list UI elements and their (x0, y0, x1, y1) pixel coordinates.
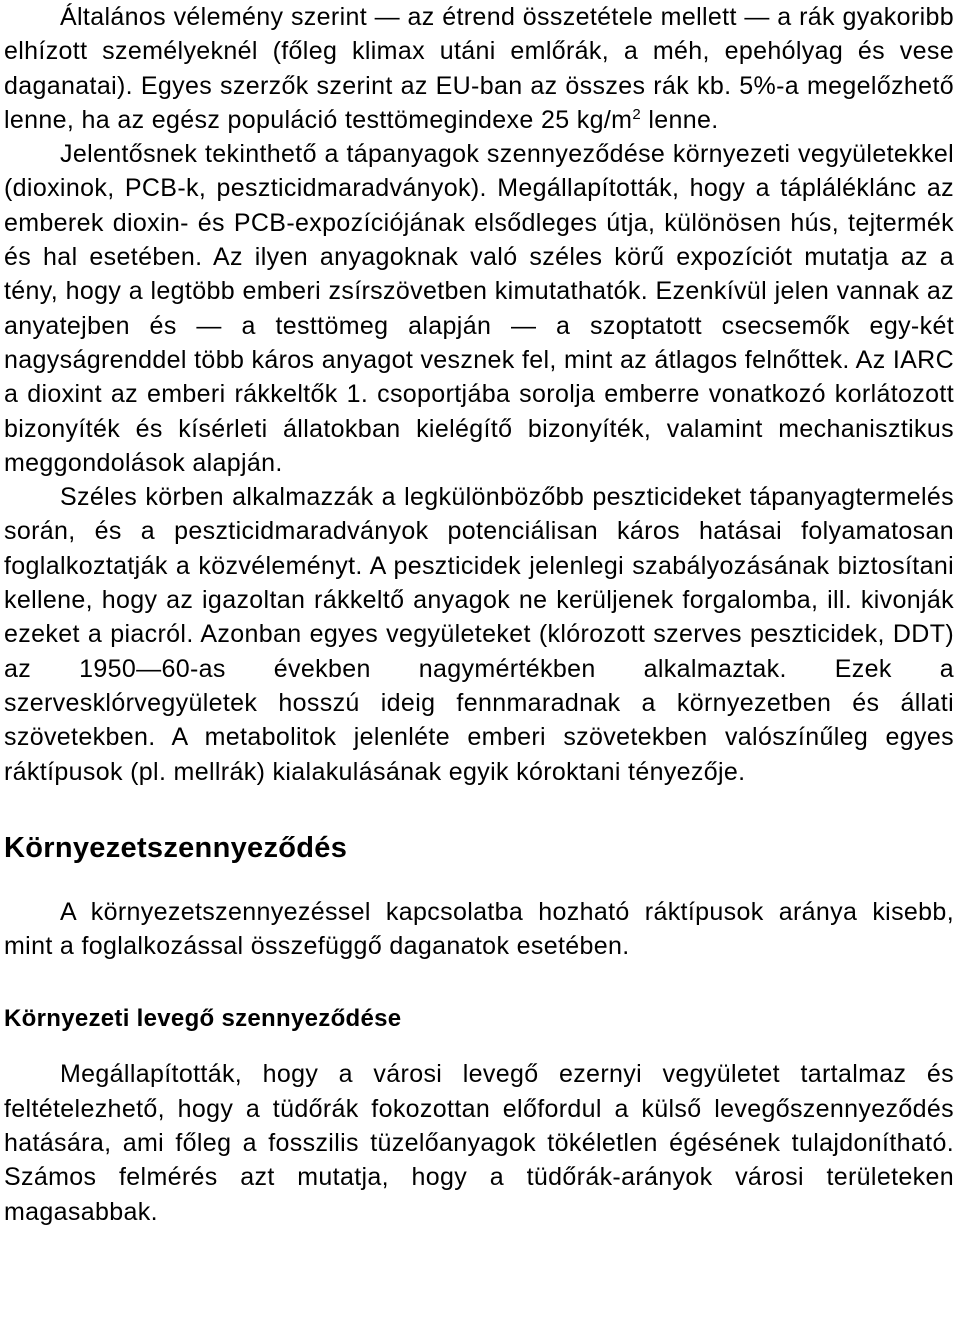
paragraph-obesity (4, 0, 954, 137)
paragraph-air-pollution: Megállapították, hogy a városi levegő ezernyi vegyületet tartalmaz és feltételezhető, hogy a tüdőrák fokozottan előfordul a külső levegőszennyeződés hatására, ami főleg a fosszilis tüzelőanyagok tökéletlen égésének tulajdonítható. Számos felmérés azt mutatja, hogy a tüdőrák-arányok városi területeken magasabbak. (4, 1060, 954, 1226)
paragraph-environmental-pollution: A környezetszennyezéssel kapcsolatba hozható ráktípusok aránya kisebb, mint a foglalkozással összefüggő daganatok esetében. (4, 897, 954, 961)
paragraph-contamination: Jelentősnek tekinthető a tápanyagok szennyeződése környezeti vegyületekkel (dioxinok, PCB-k, peszticidmaradványok). Megállapították, hogy a tápláléklánc az emberek dioxin- és PCB-expozíciójának elsődleges útja, különösen hús, tejtermék és hal esetében. Az ilyen anyagoknak való széles körű expozíciót mutatja az a tény, hogy a legtöbb emberi zsírszövetben kimutathatók. Ezenkívül jelen vannak az anyatejben és — a testtömeg alapján — a szoptatott csecsemők egy-két nagyságrenddel több káros anyagot vesznek fel, mint az átlagos felnőttek. Az IARC a dioxint az emberi rákkeltők 1. csoportjába sorolja emberre vonatkozó korlátozott bizonyíték és kísérleti állatokban kielégítő bizonyíték, valamint mechanisztikus meggondolások alapján. (4, 140, 954, 477)
heading-environmental-pollution: Környezetszennyeződés (4, 831, 348, 864)
paragraph-obesity-text: Általános vélemény szerint — az étrend összetétele mellett — a rák gyakoribb elhízott személyeknél (főleg klimax utáni emlőrák, a méh, epehólyag és vese daganatai). Egyes szerzők szerint az EU-ban az összes rák kb. 5%-a megelőzhető lenne, ha az egész populáció testtömegindexe 25 kg/m (4, 3, 954, 134)
superscript-exponent: 2 (632, 105, 642, 123)
paragraph-pesticides: Széles körben alkalmazzák a legkülönbözőbb peszticideket tápanyagtermelés során, és a peszticidmaradványok potenciálisan káros hatásai folyamatosan foglalkoztatják a közvéleményt. A peszticidek jelenlegi szabályozásának biztosítani kellene, hogy az igazoltan rákkeltő anyagok ne kerüljenek forgalomba, ill. kivonják ezeket a piacról. Azonban egyes vegyületeket (klórozott szerves peszticidek, DDT) az 1950—60-as években nagymértékben alkalmaztak. Ezek a szervesklórvegyületek hosszú ideig fennmaradnak a környezetben és állati szövetekben. A metabolitok jelenléte emberi szövetekben valószínűleg egyes ráktípusok (pl. mellrák) kialakulásának egyik kóroktani tényezője. (4, 483, 954, 786)
heading-air-pollution: Környezeti levegő szennyeződése (4, 1005, 402, 1033)
paragraph-obesity-tail: lenne. (641, 105, 719, 134)
document-page (4, 0, 954, 1229)
